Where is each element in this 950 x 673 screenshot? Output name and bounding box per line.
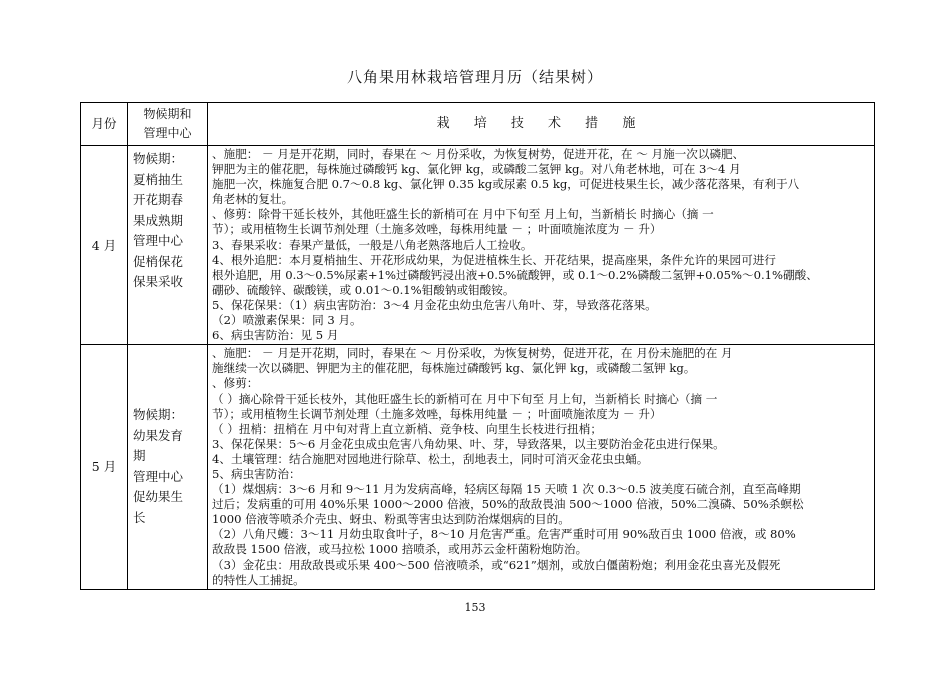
measure-line: 节）；或用植物生长调节剂处理（土施多效唑，每株用纯量 － ；叶面喷施浓度为 － 升） (212, 406, 662, 421)
header-phenology-line1: 物候期和 (143, 107, 192, 121)
measure-line: 6、病虫害防治：见 5 月 (212, 328, 339, 343)
calendar-table (80, 102, 875, 590)
measure-line: 4、土壤管理：结合施肥对园地进行除草、松土，刮地表土，同时可消灭金花虫虫蛹。 (212, 451, 649, 466)
measure-line: 过后；发病重的可用 40%乐果 1000～2000 倍液，50%的敌敌畏油 500～1000 倍液，50%二溴磷、50%杀螟松 (212, 497, 804, 512)
measure-line: 3、春果采收：春果产量低，一般是八角老熟落地后人工捡收。 (212, 237, 533, 252)
measure-line: 5、病虫害防治： (212, 466, 301, 481)
measure-line: （2）喷激素保果：同 3 月。 (212, 313, 362, 328)
phenology-line: 期 (133, 448, 146, 464)
phenology-cell (128, 345, 208, 590)
page-title: 八角果用林栽培管理月历（结果树） (346, 68, 603, 86)
measure-line: 的特性人工捕捉。 (212, 572, 305, 587)
phenology-line: 开花期春 (133, 192, 184, 207)
measure-line: 3、保花保果：5～6 月金花虫成虫危害八角幼果、叶、芽，导致落果，以主要防治金花虫进行保果。 (212, 436, 725, 451)
header-measures: 栽 培 技 术 措 施 (208, 103, 875, 146)
measure-line: 敌敌畏 1500 倍液，或马拉松 1000 掊喷杀，或用苏云金杆菌粉炮防治。 (212, 542, 588, 557)
measure-line: 、施肥： － 月是开花期，同时，春果在 ～ 月份采收，为恢复树势，促进开花，在 ～ 月施一次以磷肥、 (212, 147, 745, 161)
table-row-may (81, 345, 875, 590)
header-month: 月份 (81, 103, 128, 146)
phenology-line: 幼果发育 (133, 427, 184, 443)
table-row-april (81, 146, 875, 345)
measure-line: 、修剪：除骨干延长枝外，其他旺盛生长的新梢可在 月中下旬至 月上旬，当新梢长 时摘心（摘 一 (212, 207, 714, 222)
measure-line: 、修剪： (212, 376, 259, 391)
measure-line: （ ）摘心除骨干延长枝外，其他旺盛生长的新梢可在 月中下旬至 月上旬，当新梢长 时摘心（摘 一 (212, 391, 718, 406)
header-phenology-line2: 管理中心 (143, 126, 192, 140)
phenology-line: 果成熟期 (133, 212, 184, 228)
measure-line: 施肥一次，株施复合肥 0.7～0.8 kg、氯化钾 0.35 kg或尿素 0.5 kg，可促进枝果生长，减少落花落果，有利于八 (212, 177, 800, 192)
month-cell: 5 月 (81, 345, 128, 590)
measure-line: （2）八角尺蠖：3～11 月幼虫取食叶子，8～10 月危害严重。危害严重时可用 90%敌百虫 1000 倍液，或 80% (212, 527, 796, 542)
table-header-row (81, 103, 875, 146)
measure-line: 钾肥为主的催花肥，每株施过磷酸钙 kg、氯化钾 kg，或磷酸二氢钾 kg。对八角老林地，可在 3～4 月 (212, 162, 741, 177)
month-cell: 4 月 (81, 146, 128, 345)
phenology-line: 管理中心 (133, 233, 184, 248)
measure-line: 施继续一次以磷肥、钾肥为主的催花肥，每株施过磷酸钙 kg、氯化钾 kg，或磷酸二氢钾 kg。 (212, 361, 696, 376)
measures-cell (208, 345, 875, 590)
measure-line: （ ）扭梢：扭梢在 月中旬对背上直立新梢、竞争枝、向里生长枝进行扭梢； (212, 421, 602, 436)
measures-cell (208, 146, 875, 345)
measure-line: 1000 倍液等喷杀介壳虫、蚜虫、粉虱等害虫达到防治煤烟病的目的。 (212, 512, 570, 527)
measure-line: （1）煤烟病：3～6 月和 9～11 月为发病高峰，轻病区每隔 15 天喷 1 次 0.3～0.5 波美度石硫合剂，直至高峰期 (212, 482, 801, 497)
header-phenology (128, 103, 208, 146)
phenology-line: 保果采收 (133, 274, 184, 289)
phenology-line: 促幼果生 (133, 489, 184, 505)
measure-line: 硼砂、硫酸锌、碳酸镁，或 0.01～0.1%钼酸钠或钼酸铵。 (212, 282, 515, 297)
measure-line: 4、根外追肥：本月夏梢抽生、开花形成幼果，为促进植株生长、开花结果，提高座果，条件允许的果园可进行 (212, 252, 776, 267)
measure-line: 根外追肥，用 0.3～0.5%尿素+1%过磷酸钙浸出液+0.5%硫酸钾，或 0.1～0.2%磷酸二氢钾+0.05%～0.1%硼酸、 (212, 267, 818, 282)
measure-line: 角老林的复壮。 (212, 192, 294, 207)
phenology-line: 管理中心 (133, 468, 184, 484)
measure-line: （3）金花虫：用敌敌畏或乐果 400～500 倍液喷杀，或“621”烟剂，或放白僵菌粉炮；利用金花虫喜光及假死 (212, 557, 781, 572)
phenology-line: 物候期： (133, 407, 184, 423)
phenology-cell (128, 146, 208, 345)
phenology-line: 长 (133, 509, 146, 525)
phenology-line: 夏梢抽生 (133, 171, 184, 187)
measure-line: 节）；或用植物生长调节剂处理（土施多效唑，每株用纯量 － ；叶面喷施浓度为 － 升） (212, 222, 662, 237)
phenology-line: 物候期： (133, 151, 184, 166)
page-number: 153 (464, 601, 486, 614)
measure-line: 、施肥： － 月是开花期，同时，春果在 ～ 月份采收，为恢复树势，促进开花，在 月份未施肥的在 月 (212, 346, 733, 361)
phenology-line: 促梢保花 (133, 253, 184, 269)
measure-line: 5、保花保果：（1）病虫害防治：3～4 月金花虫幼虫危害八角叶、芽，导致落花落果。 (212, 297, 657, 312)
